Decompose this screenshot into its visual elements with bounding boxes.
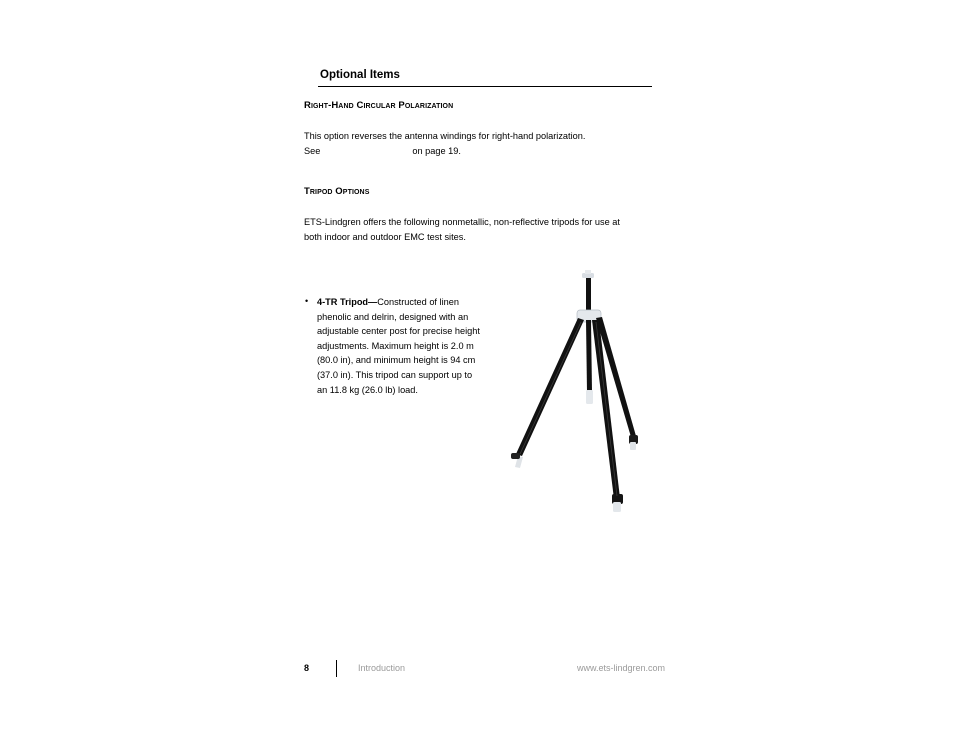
bullet-line: phenolic and delrin, designed with an [317,311,469,322]
section-rule [318,86,652,87]
see-text: See [304,146,321,156]
tripod-paragraph [304,215,620,245]
bullet-line: (37.0 in). This tripod can support up to [317,369,473,380]
bullet-line: adjustable center post for precise height [317,326,480,337]
footer-divider [336,660,337,677]
tripod-paragraph-line-1: ETS-Lindgren offers the following nonmetallic, non-reflective tripods for use at [304,217,620,227]
tripod-heading: Tripod Options [304,186,370,197]
bullet-line: Constructed of linen [377,297,459,307]
tripod-photo [506,270,646,518]
rhcp-heading: Right-Hand Circular Polarization [304,100,454,111]
rhcp-paragraph: This option reverses the antenna windings for right-hand polarization. [304,131,586,141]
bullet-line: adjustments. Maximum height is 2.0 m [317,340,474,351]
bullet-line: an 11.8 kg (26.0 lb) load. [317,384,418,395]
bullet-dot: • [305,296,309,306]
bullet-label: 4-TR Tripod— [317,297,378,307]
bullet-line: (80.0 in), and minimum height is 94 cm [317,355,476,366]
tripod-bullet [317,295,497,397]
footer-chapter: Introduction [358,663,406,673]
page-reference: on page 19. [412,146,461,156]
page-number: 8 [304,663,310,673]
tripod-paragraph-line-2: both indoor and outdoor EMC test sites. [304,232,466,242]
rhcp-see-line [304,144,461,159]
footer-url[interactable]: www.ets-lindgren.com [577,663,666,673]
section-title: Optional Items [320,69,400,81]
